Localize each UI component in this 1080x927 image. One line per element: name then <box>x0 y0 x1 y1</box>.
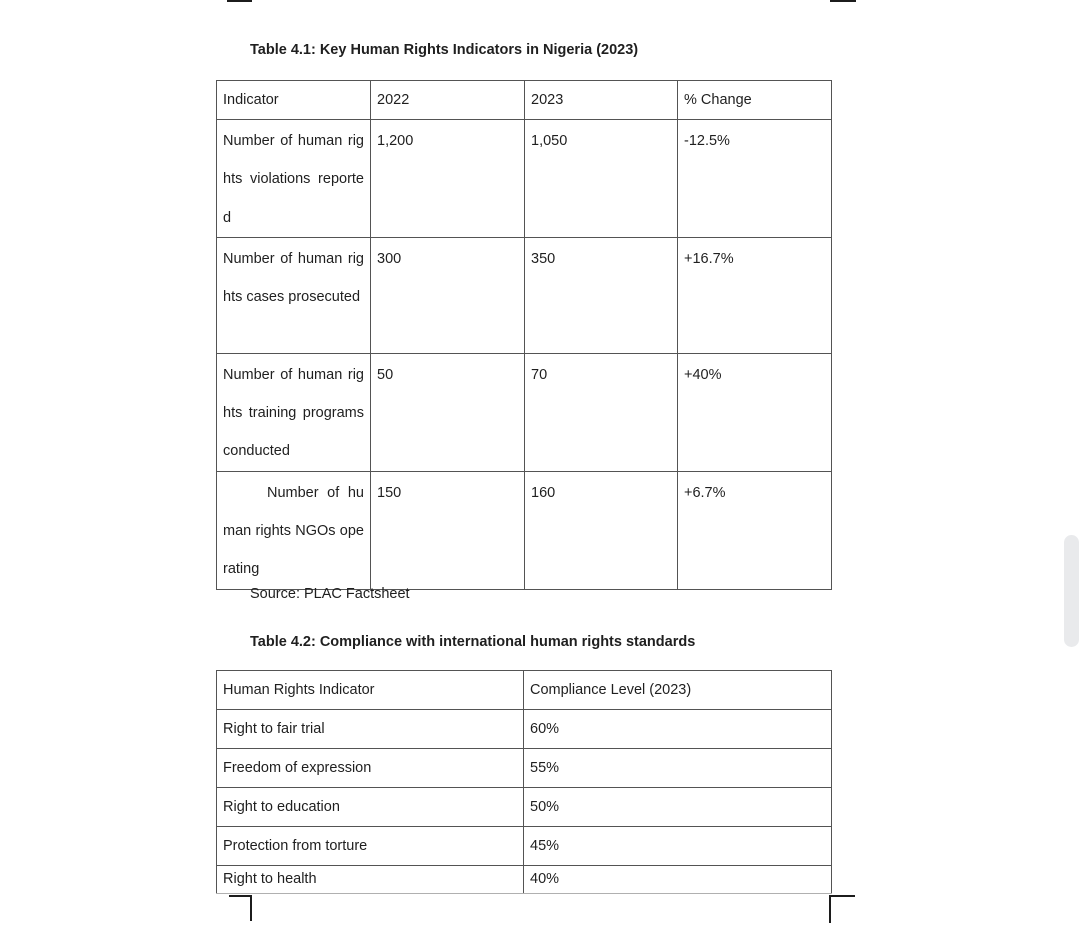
cell-compliance-value[interactable]: 40% <box>524 866 832 894</box>
table-4-2-caption[interactable]: Table 4.2: Compliance with international human rights standards <box>250 634 696 650</box>
table-row-fair-trial <box>217 710 832 749</box>
table-row-prosecuted <box>217 237 832 353</box>
table-row-expression <box>217 749 832 788</box>
cell-2023-value[interactable]: 160 <box>525 471 678 589</box>
table-4-1-caption[interactable]: Table 4.1: Key Human Rights Indicators in Nigeria (2023) <box>250 42 639 58</box>
cell-indicator[interactable]: Freedom of expression <box>217 749 524 788</box>
table-row-education <box>217 788 832 827</box>
cell-change-value[interactable]: +6.7% <box>678 471 832 589</box>
cell-indicator[interactable]: Right to fair trial <box>217 710 524 749</box>
cell-indicator[interactable]: Number of human rights violations reported <box>217 120 371 238</box>
column-header-change[interactable]: % Change <box>678 81 832 120</box>
cell-compliance-value[interactable]: 55% <box>524 749 832 788</box>
cell-2023-value[interactable]: 70 <box>525 353 678 471</box>
table-row-torture <box>217 827 832 866</box>
column-header-indicator[interactable]: Indicator <box>217 81 371 120</box>
cell-2022-value[interactable]: 1,200 <box>371 120 525 238</box>
table-4-2-header-row <box>217 671 832 710</box>
vertical-scrollbar-thumb[interactable] <box>1064 535 1079 647</box>
table-4-1-header-row <box>217 81 832 120</box>
crop-mark-bottom-left-vertical <box>250 895 252 921</box>
table-row-violations <box>217 120 832 238</box>
table-row-ngos <box>217 471 832 589</box>
table-4-1 <box>216 80 832 590</box>
crop-mark-bottom-right-vertical <box>829 895 831 923</box>
crop-mark-top-right <box>830 0 856 2</box>
column-header-compliance[interactable]: Compliance Level (2023) <box>524 671 832 710</box>
cell-indicator[interactable]: Right to education <box>217 788 524 827</box>
column-header-hr-indicator[interactable]: Human Rights Indicator <box>217 671 524 710</box>
crop-mark-top-left <box>227 0 252 2</box>
cell-compliance-value[interactable]: 60% <box>524 710 832 749</box>
cell-indicator[interactable]: Number of human rights cases prosecuted <box>217 237 371 353</box>
cell-compliance-value[interactable]: 50% <box>524 788 832 827</box>
cell-indicator[interactable]: Protection from torture <box>217 827 524 866</box>
table-4-2 <box>216 670 832 894</box>
cell-change-value[interactable]: +40% <box>678 353 832 471</box>
crop-mark-bottom-right-horizontal <box>829 895 855 897</box>
table-row-health <box>217 866 832 894</box>
cell-2022-value[interactable]: 300 <box>371 237 525 353</box>
cell-indicator[interactable]: Right to health <box>217 866 524 894</box>
cell-change-value[interactable]: -12.5% <box>678 120 832 238</box>
column-header-2023[interactable]: 2023 <box>525 81 678 120</box>
cell-indicator[interactable]: Number of human rights training programs conducted <box>217 353 371 471</box>
cell-2023-value[interactable]: 350 <box>525 237 678 353</box>
cell-2022-value[interactable]: 50 <box>371 353 525 471</box>
table-row-training <box>217 353 832 471</box>
cell-2022-value[interactable]: 150 <box>371 471 525 589</box>
cell-indicator[interactable]: Number of human rights NGOs operating <box>217 471 371 589</box>
column-header-2022[interactable]: 2022 <box>371 81 525 120</box>
table-4-1-source[interactable]: Source: PLAC Factsheet <box>250 586 410 602</box>
cell-compliance-value[interactable]: 45% <box>524 827 832 866</box>
crop-mark-bottom-left-horizontal <box>229 895 252 897</box>
cell-change-value[interactable]: +16.7% <box>678 237 832 353</box>
cell-2023-value[interactable]: 1,050 <box>525 120 678 238</box>
